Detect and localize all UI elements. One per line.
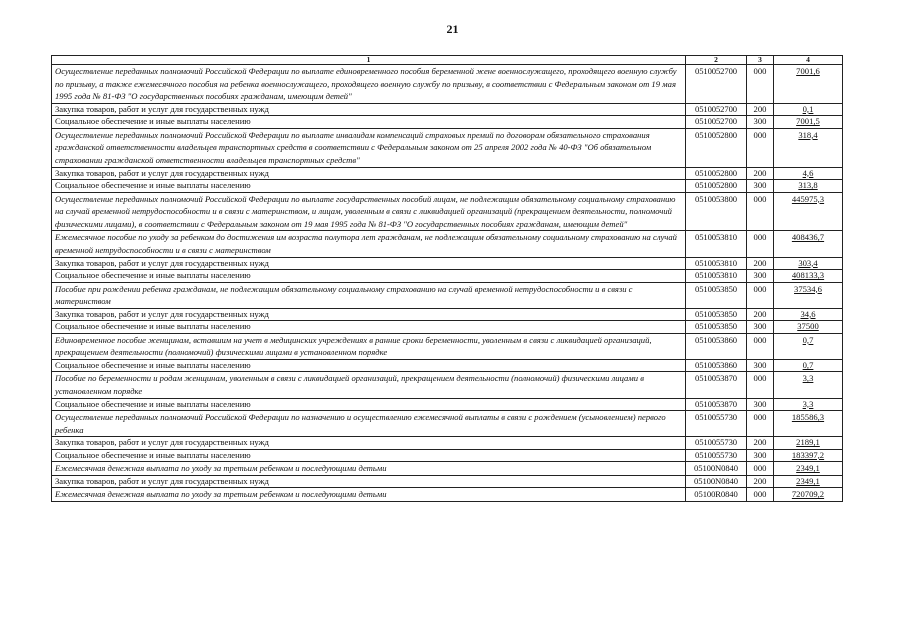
table-row [52, 282, 843, 308]
row-target-code: 0510052800 [686, 180, 747, 193]
header-col-1: 1 [52, 56, 686, 65]
row-target-code: 0510052700 [686, 65, 747, 104]
row-description: Закупка товаров, работ и услуг для государственных нужд [52, 437, 686, 450]
row-description: Осуществление переданных полномочий Российской Федерации по выплате единовременного пособия беременной жене военнослужащего, проходящего военную службу по призыву, а также ежемесячного пособия на ребенка военнослужащего, проходящего военную службу по призыву, в соответствии с Федеральным законом от 19 мая 1995 года № 81-ФЗ "О государственных пособиях гражданам, имеющим детей" [52, 65, 686, 104]
row-amount [774, 411, 843, 437]
row-expense-type: 300 [747, 449, 774, 462]
row-expense-type: 000 [747, 372, 774, 398]
row-description: Социальное обеспечение и иные выплаты населению [52, 398, 686, 411]
amount-value: 3,3 [802, 373, 814, 384]
row-target-code: 0510052800 [686, 128, 747, 167]
table-row [52, 65, 843, 104]
row-target-code: 0510053800 [686, 192, 747, 231]
row-expense-type: 000 [747, 128, 774, 167]
row-amount [774, 65, 843, 104]
table-row [52, 192, 843, 231]
row-target-code: 0510053860 [686, 333, 747, 359]
row-amount [774, 462, 843, 476]
row-amount [774, 359, 843, 372]
table-row [52, 372, 843, 398]
row-expense-type: 000 [747, 65, 774, 104]
row-amount [774, 257, 843, 270]
row-amount [774, 231, 843, 257]
row-description: Осуществление переданных полномочий Российской Федерации по выплате инвалидам компенсаций страховых премий по договорам обязательного страхования гражданской ответственности владельцев транспортных средств в соответствии с Федеральным законом от 25 апреля 2002 года № 40-ФЗ "Об обязательном страховании гражданской ответственности владельцев транспортных средств" [52, 128, 686, 167]
row-expense-type: 000 [747, 462, 774, 476]
page-number: 21 [446, 22, 459, 36]
row-amount [774, 167, 843, 180]
table-row [52, 333, 843, 359]
row-expense-type: 300 [747, 398, 774, 411]
row-target-code: 0510053850 [686, 321, 747, 334]
row-amount [774, 321, 843, 334]
row-description: Осуществление переданных полномочий Российской Федерации по назначению и осуществлению ежемесячной выплаты в связи с рождением (усыновлением) первого ребенка [52, 411, 686, 437]
row-target-code: 05100N0840 [686, 462, 747, 476]
row-amount [774, 128, 843, 167]
amount-value: 408436,7 [791, 232, 825, 243]
row-target-code: 0510053810 [686, 270, 747, 283]
amount-value: 2349,1 [796, 475, 820, 486]
row-amount [774, 475, 843, 488]
row-description: Ежемесячная денежная выплата по уходу за третьим ребенком и последующими детьми [52, 462, 686, 476]
row-target-code: 0510053870 [686, 372, 747, 398]
row-amount [774, 282, 843, 308]
row-description: Пособие по беременности и родам женщинам, уволенным в связи с ликвидацией организаций, прекращением деятельности (полномочий) физическими лицами в установленном порядке [52, 372, 686, 398]
row-description: Социальное обеспечение и иные выплаты населению [52, 270, 686, 283]
row-expense-type: 000 [747, 282, 774, 308]
row-expense-type: 300 [747, 270, 774, 283]
table-row [52, 398, 843, 411]
row-expense-type: 200 [747, 257, 774, 270]
row-amount [774, 333, 843, 359]
amount-value: 4,6 [802, 167, 814, 178]
amount-value: 0,7 [802, 334, 814, 345]
row-amount [774, 449, 843, 462]
row-expense-type: 000 [747, 488, 774, 502]
row-expense-type: 300 [747, 359, 774, 372]
amount-value: 0,7 [802, 359, 814, 370]
row-amount [774, 180, 843, 193]
row-description: Социальное обеспечение и иные выплаты населению [52, 449, 686, 462]
row-expense-type: 200 [747, 475, 774, 488]
row-description: Социальное обеспечение и иные выплаты населению [52, 321, 686, 334]
table-row [52, 270, 843, 283]
row-target-code: 0510053850 [686, 282, 747, 308]
table-row [52, 462, 843, 476]
amount-value: 185586,3 [791, 412, 825, 423]
row-expense-type: 200 [747, 167, 774, 180]
row-amount [774, 437, 843, 450]
table-row [52, 167, 843, 180]
row-target-code: 0510053810 [686, 257, 747, 270]
row-expense-type: 200 [747, 308, 774, 321]
row-description: Закупка товаров, работ и услуг для государственных нужд [52, 257, 686, 270]
row-amount [774, 398, 843, 411]
table-row [52, 449, 843, 462]
amount-value: 37500 [797, 321, 819, 332]
row-target-code: 05100N0840 [686, 475, 747, 488]
amount-value: 7001,6 [796, 66, 820, 76]
header-col-3: 3 [747, 56, 774, 65]
row-expense-type: 000 [747, 231, 774, 257]
row-description: Осуществление переданных полномочий Российской Федерации по выплате государственных пособий лицам, не подлежащим обязательному социальному страхованию на случай временной нетрудоспособности и в связи с материнством, и лицам, уволенным в связи с ликвидацией организаций (прекращением деятельности, полномочий физическими лицами), в соответствии с Федеральным законом от 19 мая 1995 года № 81-ФЗ "О государственных пособиях гражданам, имеющим детей" [52, 192, 686, 231]
header-col-4: 4 [774, 56, 843, 65]
table-row [52, 437, 843, 450]
row-target-code: 05100R0840 [686, 488, 747, 502]
amount-value: 34,6 [800, 308, 816, 319]
amount-value: 445975,3 [791, 193, 825, 204]
row-description: Социальное обеспечение и иные выплаты населению [52, 116, 686, 129]
row-description: Закупка товаров, работ и услуг для государственных нужд [52, 103, 686, 116]
table-row [52, 116, 843, 129]
row-description: Единовременное пособие женщинам, вставшим на учет в медицинских учреждениях в ранние сроки беременности, уволенным в связи с ликвидацией организаций, прекращением деятельности (полномочий) физическими лицами в установленном порядке [52, 333, 686, 359]
row-description: Ежемесячная денежная выплата по уходу за третьим ребенком и последующими детьми [52, 488, 686, 502]
table-row [52, 180, 843, 193]
table-row [52, 257, 843, 270]
table-row [52, 128, 843, 167]
row-description: Ежемесячное пособие по уходу за ребенком до достижения им возраста полутора лет гражданам, не подлежащим обязательному социальному страхованию на случай временной нетрудоспособности и в связи с материнством [52, 231, 686, 257]
amount-value: 408133,3 [791, 270, 825, 281]
row-description: Закупка товаров, работ и услуг для государственных нужд [52, 167, 686, 180]
row-expense-type: 000 [747, 333, 774, 359]
row-target-code: 0510053810 [686, 231, 747, 257]
row-target-code: 0510053850 [686, 308, 747, 321]
row-expense-type: 300 [747, 116, 774, 129]
amount-value: 37534,6 [794, 283, 822, 294]
table-row [52, 488, 843, 502]
amount-value: 3,3 [802, 398, 814, 409]
row-description: Закупка товаров, работ и услуг для государственных нужд [52, 475, 686, 488]
amount-value: 183397,2 [791, 449, 825, 460]
row-amount [774, 488, 843, 502]
table-row [52, 411, 843, 437]
row-amount [774, 103, 843, 116]
table-body [52, 65, 843, 502]
row-target-code: 0510055730 [686, 449, 747, 462]
table-row [52, 308, 843, 321]
table-row [52, 103, 843, 116]
amount-value: 0,1 [802, 103, 814, 114]
row-target-code: 0510053870 [686, 398, 747, 411]
row-description: Социальное обеспечение и иные выплаты населению [52, 359, 686, 372]
row-description: Социальное обеспечение и иные выплаты населению [52, 180, 686, 193]
row-description: Пособие при рождении ребенка гражданам, не подлежащим обязательному социальному страхованию на случай временной нетрудоспособности и в связи с материнством [52, 282, 686, 308]
amount-value: 303,4 [798, 257, 818, 268]
table-header-row [52, 56, 843, 65]
row-target-code: 0510055730 [686, 437, 747, 450]
amount-value: 720709,2 [791, 489, 825, 500]
row-expense-type: 200 [747, 437, 774, 450]
row-target-code: 0510053860 [686, 359, 747, 372]
row-target-code: 0510052700 [686, 116, 747, 129]
amount-value: 2349,1 [796, 463, 820, 474]
row-amount [774, 308, 843, 321]
row-description: Закупка товаров, работ и услуг для государственных нужд [52, 308, 686, 321]
table-row [52, 359, 843, 372]
row-amount [774, 116, 843, 129]
row-amount [774, 192, 843, 231]
table-row [52, 321, 843, 334]
row-target-code: 0510052800 [686, 167, 747, 180]
header-col-2: 2 [686, 56, 747, 65]
budget-table [51, 55, 843, 502]
row-target-code: 0510055730 [686, 411, 747, 437]
amount-value: 7001,5 [796, 116, 820, 127]
row-amount [774, 270, 843, 283]
row-expense-type: 300 [747, 321, 774, 334]
row-expense-type: 000 [747, 192, 774, 231]
amount-value: 318,4 [798, 129, 818, 140]
row-amount [774, 372, 843, 398]
row-expense-type: 300 [747, 180, 774, 193]
amount-value: 313,8 [798, 180, 818, 191]
row-expense-type: 200 [747, 103, 774, 116]
table-row [52, 231, 843, 257]
amount-value: 2189,1 [796, 437, 820, 448]
row-expense-type: 000 [747, 411, 774, 437]
table-row [52, 475, 843, 488]
row-target-code: 0510052700 [686, 103, 747, 116]
